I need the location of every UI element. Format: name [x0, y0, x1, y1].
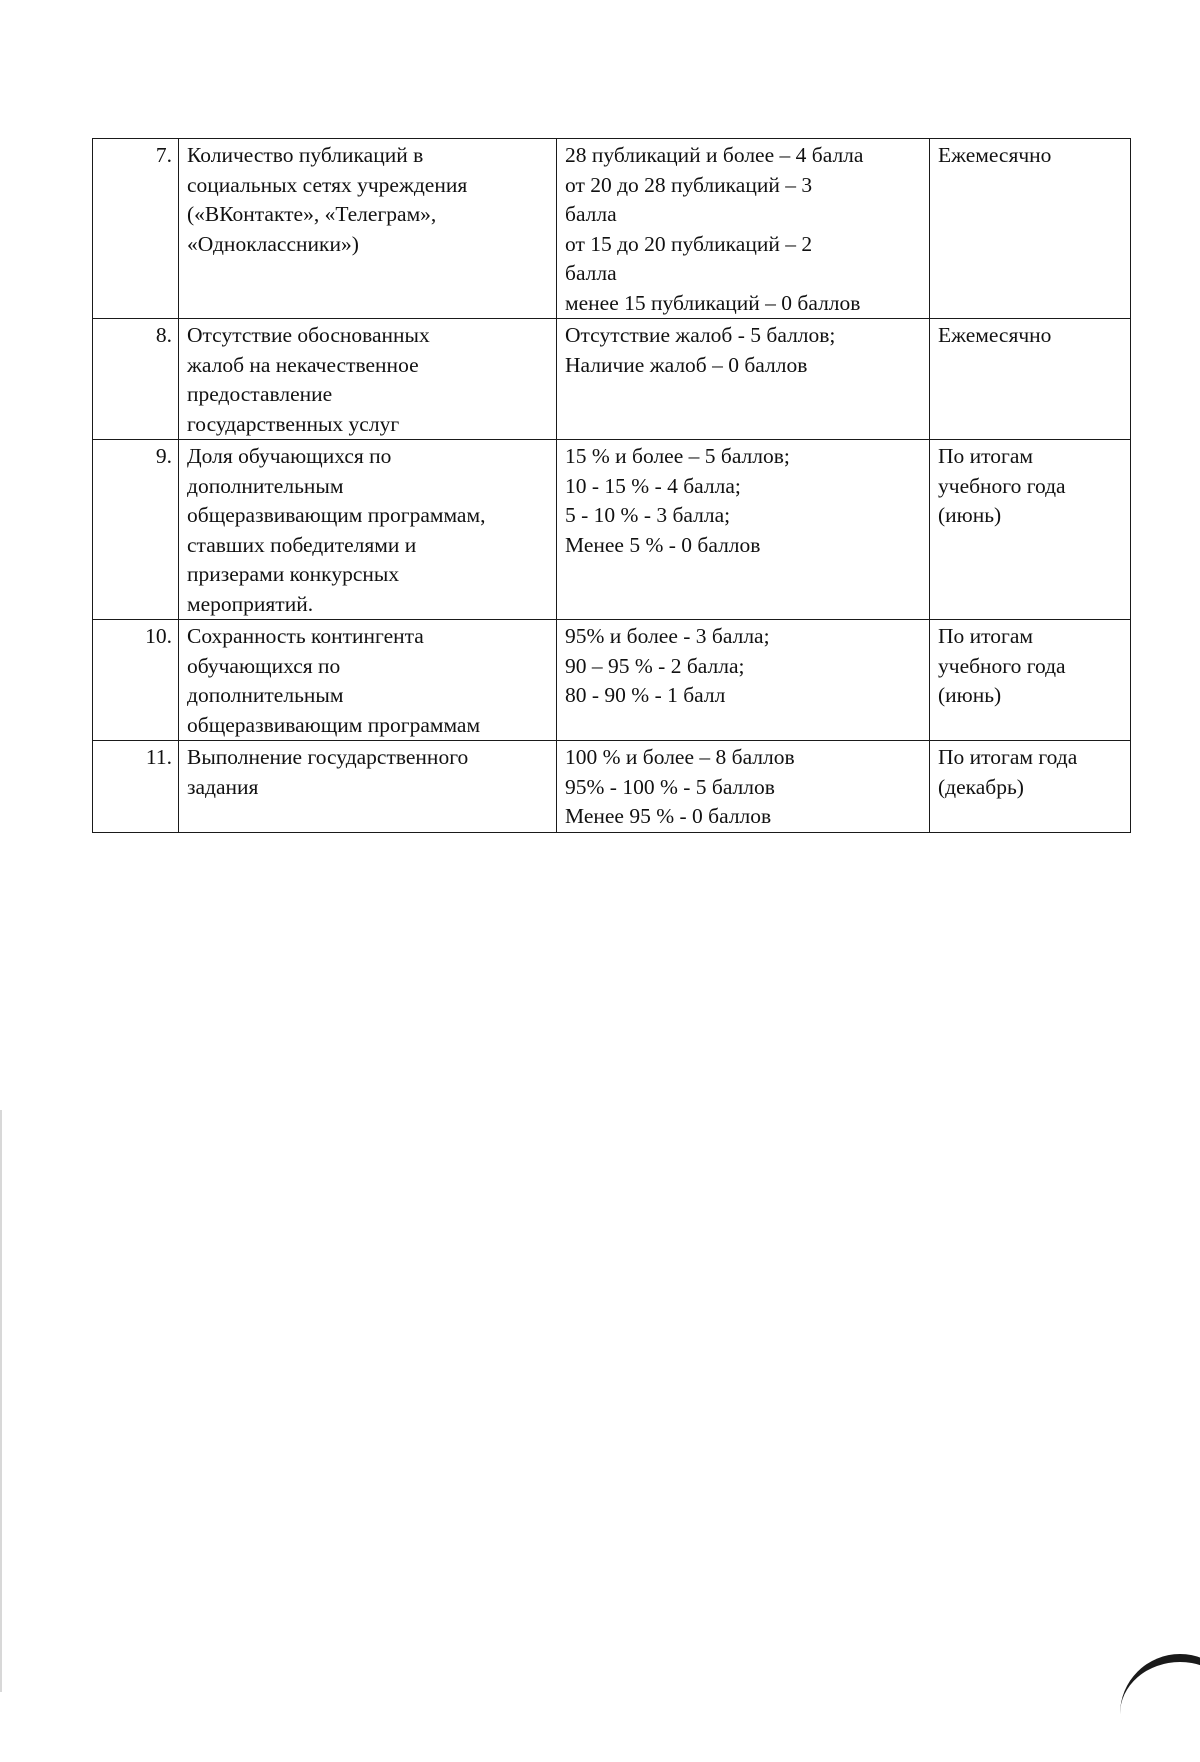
criterion-name-line: дополнительным — [187, 473, 344, 498]
score-line: Менее 95 % - 0 баллов — [565, 804, 772, 828]
criterion-name-line: социальных сетях учреждения — [187, 172, 468, 197]
score-cell — [557, 139, 930, 319]
criterion-name-line: Отсутствие обоснованных — [187, 323, 430, 347]
score-line: менее 15 публикаций – 0 баллов — [565, 290, 861, 315]
score-line: 90 – 95 % - 2 балла; — [565, 653, 745, 678]
period-line: По итогам — [938, 444, 1033, 468]
period-cell — [930, 620, 1131, 741]
scan-corner-mark — [1120, 1654, 1200, 1762]
period-line: учебного года — [938, 653, 1066, 678]
period-cell — [930, 319, 1131, 440]
period-line: (декабрь) — [938, 774, 1024, 799]
score-line: 10 - 15 % - 4 балла; — [565, 473, 741, 498]
criterion-name-line: призерами конкурсных — [187, 562, 400, 586]
criterion-name-line: жалоб на некачественное — [187, 352, 419, 377]
criterion-name-line: обучающихся по — [187, 653, 341, 678]
score-line: 100 % и более – 8 баллов — [565, 745, 795, 769]
score-line: Наличие жалоб – 0 баллов — [565, 352, 808, 377]
criterion-name-line: государственных услуг — [187, 411, 400, 436]
criterion-name-line: ставших победителями и — [187, 532, 417, 557]
score-line: 95% - 100 % - 5 баллов — [565, 774, 775, 799]
criterion-name-line: («ВКонтакте», «Телеграм», — [187, 202, 437, 226]
period-line: (июнь) — [938, 503, 1002, 527]
criterion-name-line: Выполнение государственного — [187, 745, 469, 769]
score-line: 5 - 10 % - 3 балла; — [565, 503, 731, 527]
score-line: 80 - 90 % - 1 балл — [565, 683, 726, 707]
table-row — [93, 741, 1131, 833]
table-row — [93, 319, 1131, 440]
score-line: балла — [565, 261, 617, 285]
criterion-name-line: мероприятий. — [187, 591, 314, 616]
score-line: от 15 до 20 публикаций – 2 — [565, 231, 813, 256]
period-line: По итогам года — [938, 745, 1078, 769]
criterion-name-line: «Одноклассники») — [187, 231, 359, 256]
criterion-name-cell — [179, 741, 557, 833]
score-cell — [557, 620, 930, 741]
criterion-name-cell — [179, 440, 557, 620]
period-cell — [930, 741, 1131, 833]
scan-edge-shadow — [0, 1110, 2, 1692]
criterion-name-line: дополнительным — [187, 683, 344, 707]
criterion-name-cell — [179, 139, 557, 319]
period-line: Ежемесячно — [938, 143, 1052, 167]
score-cell — [557, 319, 930, 440]
score-line: 28 публикаций и более – 4 балла — [565, 143, 864, 167]
score-line: 15 % и более – 5 баллов; — [565, 444, 790, 468]
period-line: По итогам — [938, 624, 1033, 648]
period-line: учебного года — [938, 473, 1066, 498]
score-line: Отсутствие жалоб - 5 баллов; — [565, 323, 836, 347]
row-number: 10. — [93, 620, 179, 741]
criterion-name-line: предоставление — [187, 382, 333, 406]
score-line: Менее 5 % - 0 баллов — [565, 532, 761, 557]
criterion-name-line: Количество публикаций в — [187, 143, 424, 167]
criterion-name-line: Доля обучающихся по — [187, 444, 392, 468]
criterion-name-line: Сохранность контингента — [187, 624, 424, 648]
score-line: балла — [565, 202, 617, 226]
row-number: 11. — [93, 741, 179, 833]
table-row — [93, 440, 1131, 620]
criterion-name-line: общеразвивающим программам, — [187, 503, 486, 527]
period-cell — [930, 139, 1131, 319]
row-number: 7. — [93, 139, 179, 319]
criteria-table — [92, 138, 1131, 833]
criterion-name-line: задания — [187, 774, 259, 799]
score-line: от 20 до 28 публикаций – 3 — [565, 172, 813, 197]
criterion-name-cell — [179, 620, 557, 741]
row-number: 9. — [93, 440, 179, 620]
period-line: (июнь) — [938, 683, 1002, 707]
period-line: Ежемесячно — [938, 323, 1052, 347]
score-cell — [557, 440, 930, 620]
score-line: 95% и более - 3 балла; — [565, 624, 770, 648]
criterion-name-line: общеразвивающим программам — [187, 712, 481, 737]
score-cell — [557, 741, 930, 833]
criterion-name-cell — [179, 319, 557, 440]
table-row — [93, 139, 1131, 319]
row-number: 8. — [93, 319, 179, 440]
period-cell — [930, 440, 1131, 620]
table-row — [93, 620, 1131, 741]
